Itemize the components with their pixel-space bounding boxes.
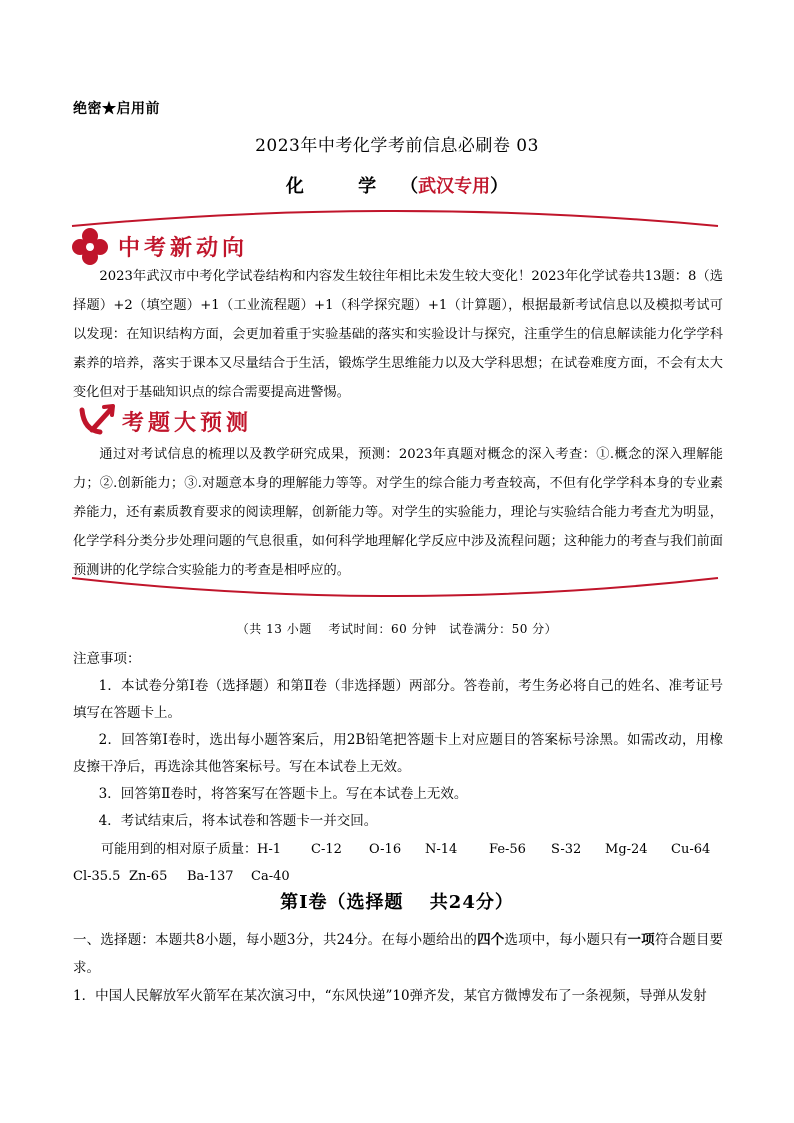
- notes-item: 4．考试结束后，将本试卷和答题卡一并交回。: [98, 813, 378, 829]
- prediction-text: 通过对考试信息的梳理以及教学研究成果，预测：2023年真题对概念的深入考查：①.概念的深入理解能力；②.创新能力；③.对题意本身的理解能力等等。对学生的综合能力考查较高，不但有化学学科本身的专业素养能力，还有素质教育要求的阅读理解，创新能力等。对学生的实验能力，理论与实验结合能力考查尤为明显，化学学科分类分步处理问题的气息很重，如何科学地理解化学反应中涉及流程问题；这种能力的考查与我们前面预测讲的化学综合实验能力的考查是相呼应的。: [73, 447, 723, 578]
- trends-paragraph: [73, 262, 723, 407]
- section-header-prediction: [78, 402, 252, 440]
- subject-open-paren: （: [400, 176, 419, 197]
- section-instructions: [73, 926, 723, 982]
- atomic-mass: Ca-40: [251, 869, 290, 884]
- notes-item: 3．回答第Ⅱ卷时，将答案写在答题卡上。写在本试卷上无效。: [98, 786, 468, 802]
- section-header-trends: [70, 226, 248, 266]
- section-label-prediction: 考题大预测: [122, 410, 253, 436]
- instructions-text: 一、选择题：本题共8小题，每小题3分，共24分。在每小题给出的: [73, 932, 478, 948]
- atomic-mass: Fe-56: [489, 842, 526, 857]
- atomic-masses-row: [73, 836, 723, 863]
- exam-meta: （共 13 小题 考试时间：60 分钟 试卷满分：50 分）: [236, 622, 558, 636]
- atomic-mass: C-12: [311, 842, 342, 857]
- instructions-text: 符合题目要求。: [73, 932, 724, 976]
- subject-heading: [0, 172, 794, 198]
- subject-special: 武汉专用: [418, 176, 491, 197]
- clover-flower-icon: [70, 226, 110, 266]
- trends-text: 2023年武汉市中考化学试卷结构和内容发生较往年相比未发生较大变化！2023年化学试卷共13题：8（选择题）+2（填空题）+1（工业流程题）+1（科学探究题）+1（计算题），根据最新考试信息以及模拟考试可以发现：在知识结构方面，会更加着重于实验基础的落实和实验设计与探究，注重学生的信息解读能力化学学科素养的培养，落实于课本又尽量结合于生活，锻炼学生思维能力以及大学科思想；在试卷难度方面，不会有太大变化但对于基础知识点的综合需要提高进警惕。: [73, 269, 723, 400]
- instructions-emphasis: 四个: [477, 932, 505, 948]
- atomic-mass: N-14: [425, 842, 458, 857]
- atomic-masses-label: 可能用到的相对原子质量：: [101, 842, 258, 857]
- atomic-mass: Mg-24: [605, 842, 648, 857]
- instructions-emphasis: 一项: [627, 932, 655, 948]
- atomic-mass: S-32: [551, 842, 582, 857]
- curved-arrow-icon: [78, 402, 116, 440]
- atomic-mass: O-16: [369, 842, 402, 857]
- notes-title: 注意事项：: [73, 651, 141, 667]
- subject-main: 化 学: [285, 176, 401, 197]
- atomic-masses: [73, 836, 723, 890]
- question-1: 1．中国人民解放军火箭军在某次演习中，“东风快递”10弹齐发，某官方微博发布了一条视频，导弹从发射: [73, 988, 707, 1004]
- atomic-mass: H-1: [257, 842, 282, 857]
- section-label-trends: 中考新动向: [118, 235, 249, 261]
- notes-block: [73, 646, 723, 835]
- notes-item: 2．回答第Ⅰ卷时，选出每小题答案后，用2B铅笔把答题卡上对应题目的答案标号涂黑。如需改动，用橡皮擦干净后，再选涂其他答案标号。写在本试卷上无效。: [73, 732, 723, 775]
- secret-label: 绝密★启用前: [73, 101, 160, 117]
- part-title: 第Ⅰ卷（选择题 共24分）: [280, 892, 514, 913]
- atomic-mass: Zn-65: [129, 869, 168, 884]
- atomic-mass: Ba-137: [187, 869, 234, 884]
- atomic-masses-row: [73, 863, 723, 890]
- notes-item: 1．本试卷分第Ⅰ卷（选择题）和第Ⅱ卷（非选择题）两部分。答卷前，考生务必将自己的姓名、准考证号填写在答题卡上。: [73, 678, 723, 721]
- atomic-mass: Cl-35.5: [73, 869, 121, 884]
- prediction-paragraph: [73, 440, 723, 585]
- subject-close-paren: ）: [490, 176, 509, 197]
- page-title: 2023年中考化学考前信息必刷卷 03: [255, 136, 539, 156]
- instructions-text: 选项中，每小题只有: [504, 932, 628, 948]
- atomic-mass: Cu-64: [671, 842, 711, 857]
